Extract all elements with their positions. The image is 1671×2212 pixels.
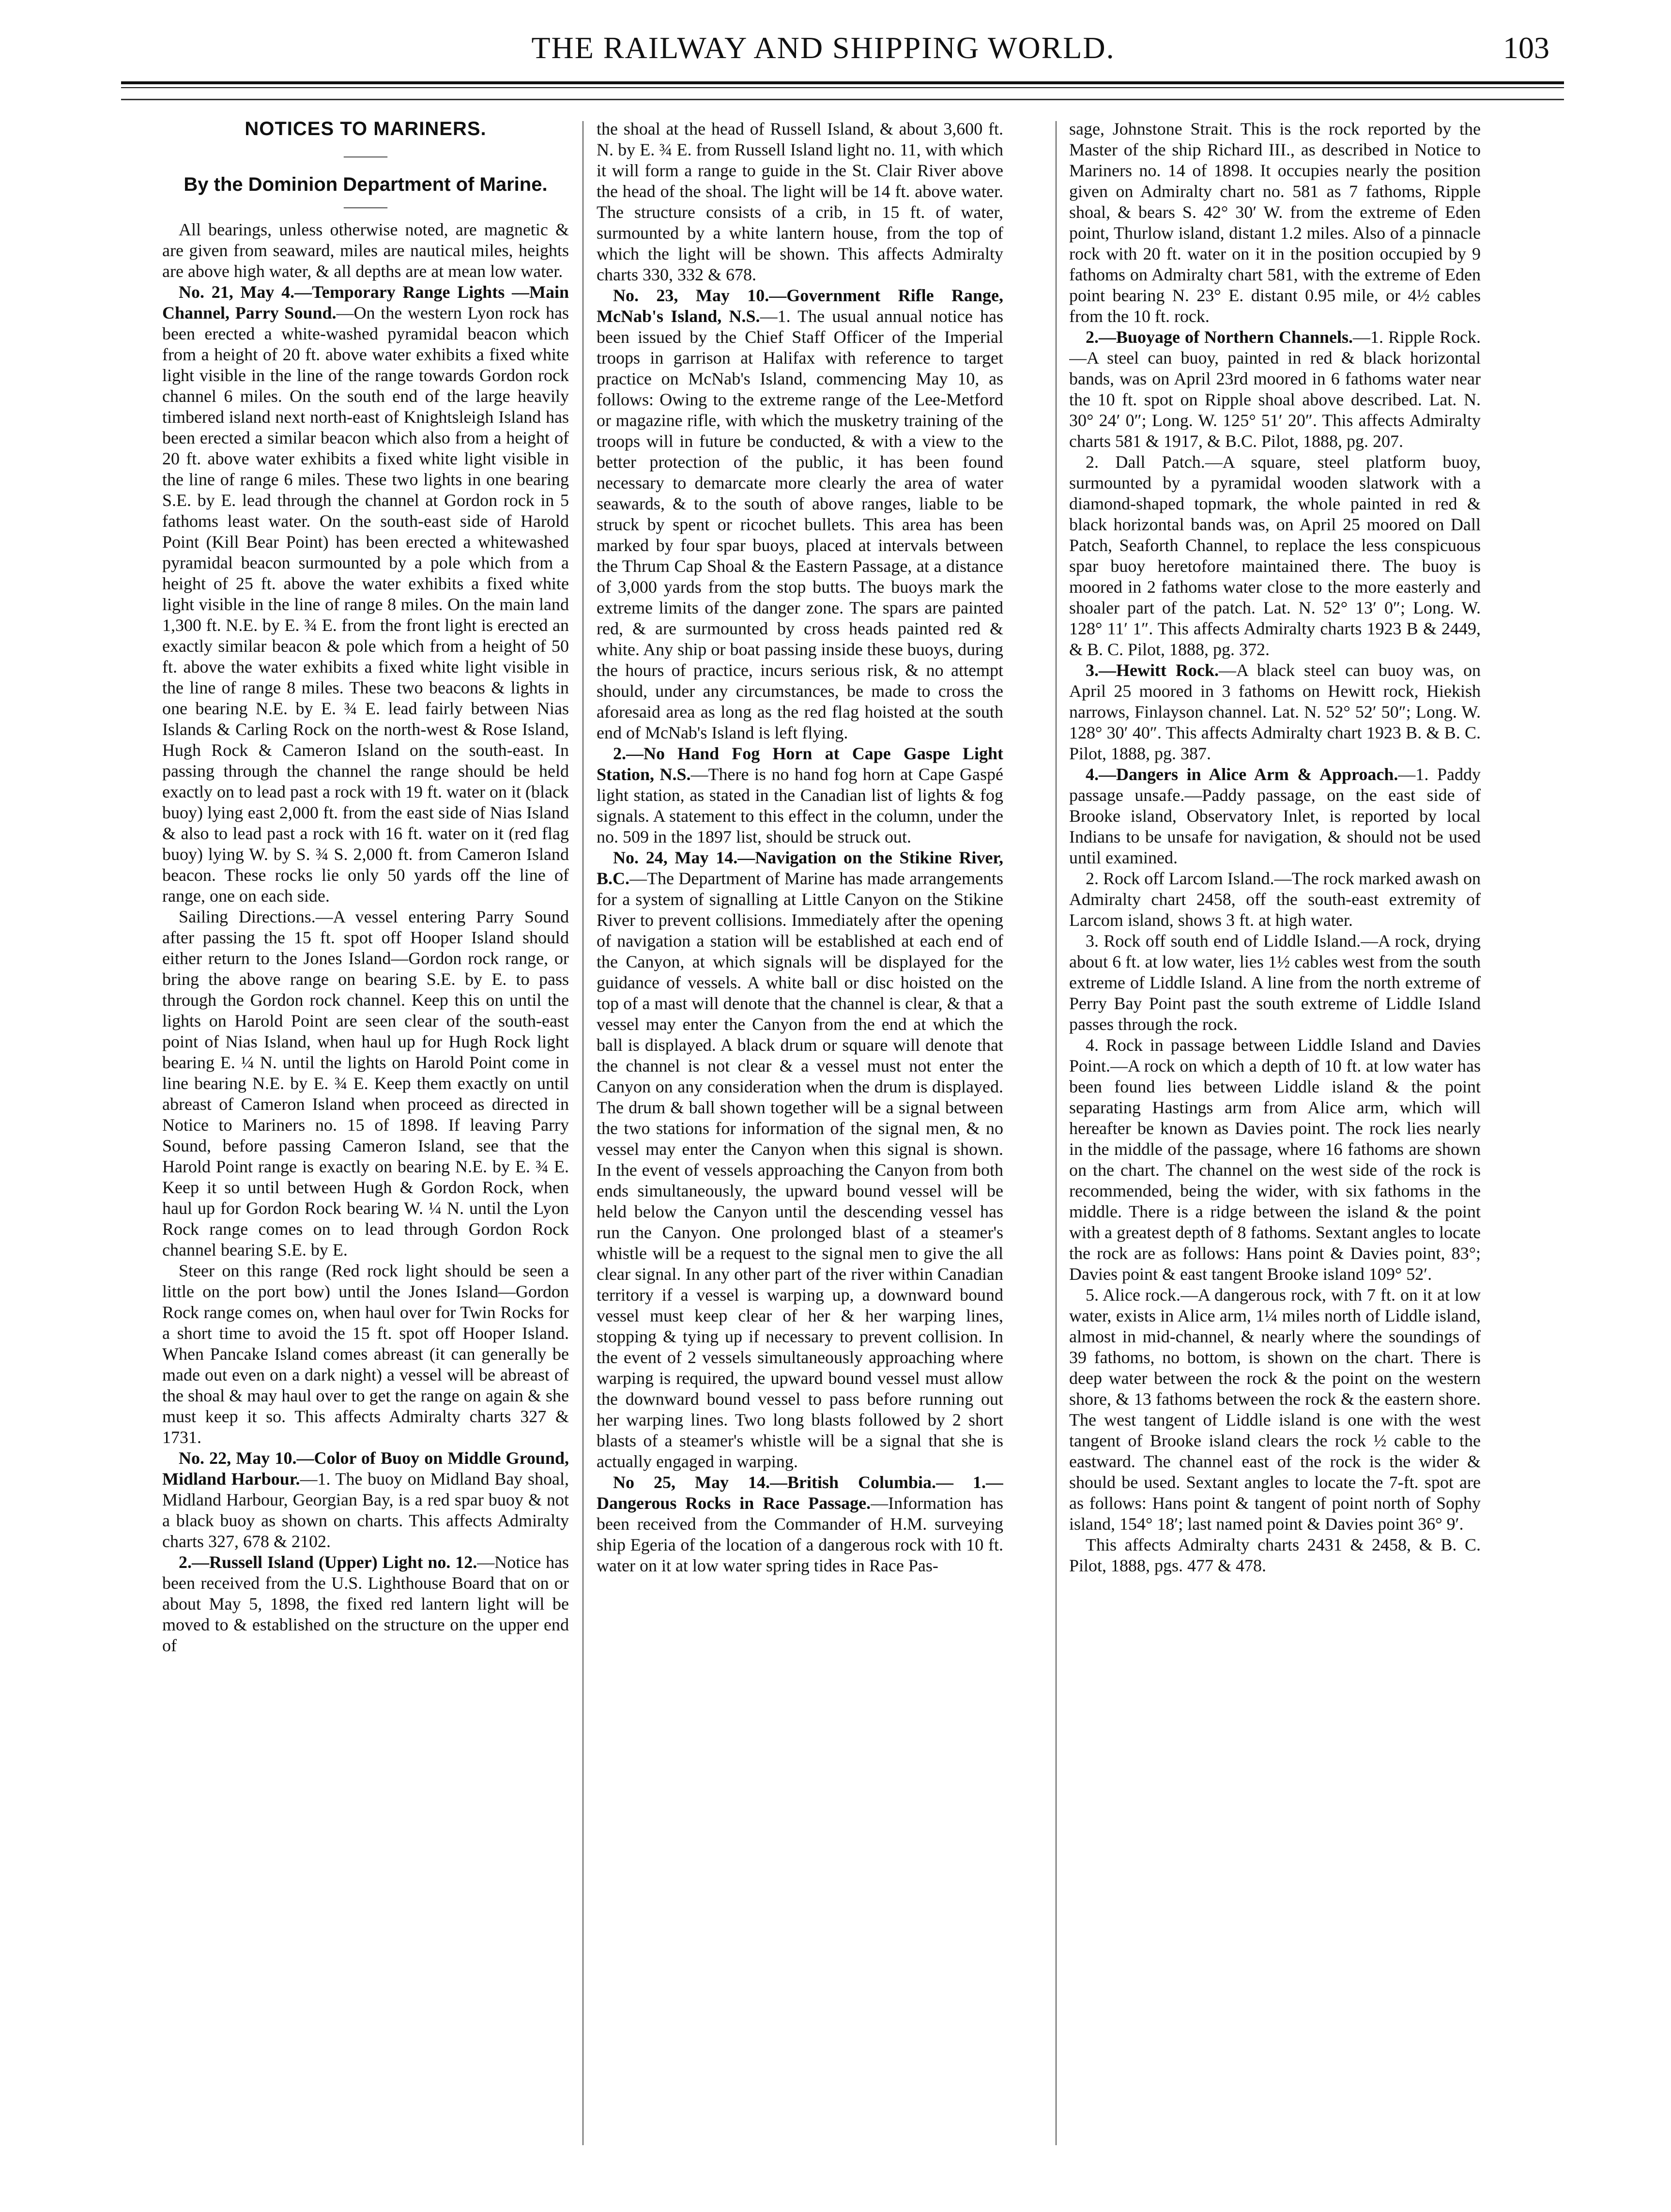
steer-paragraph: Steer on this range (Red rock light should be seen a little on the port bow) until the Jones Island—Gordon Rock range comes on, when haul over for Twin Rocks for a short time to avoid the 15 ft. spot off Hooper Island. When Pancake Island comes abreast (it can generally be made out even on a dark night) a vessel will be abreast of the shoal & may haul over to get the range on again & she must keep it so. This affects Admiralty charts 327 & 1731. — [162, 1261, 569, 1447]
notice-heading: No. 23, May 10.—Government Rifle Range, McNab's Island, N.S. — [597, 286, 1003, 326]
notice-24 — [597, 847, 1003, 1472]
notice-heading: No. 22, May 10.—Color of Buoy on Middle Ground, Midland Harbour. — [162, 1448, 569, 1489]
header-rule-thin — [121, 87, 1564, 88]
continuation-paragraph: the shoal at the head of Russell Island, & about 3,600 ft. N. by E. ¾ E. from Russell Island light no. 11, with which it will form a range to guide in the St. Clair River above the head of the shoal. The light will be 14 ft. above water. The structure consists of a crib, in 15 ft. of water, surmounted by a white lantern house, from the top of which the light will be shown. This affects Admiralty charts 330, 332 & 678. — [597, 119, 1003, 284]
notice-heading: No. 21, May 4.—Temporary Range Lights —Main Channel, Parry Sound. — [162, 282, 569, 323]
rock-off-larcom: 2. Rock off Larcom Island.—The rock marked awash on Admiralty chart 2458, off the south-east extremity of Larcom island, shows 3 ft. at high water. — [1069, 869, 1481, 930]
section-title: NOTICES TO MARINERS. — [245, 119, 487, 139]
notice-body: —A black steel can buoy was, on April 25 moored in 3 fathoms on Hewitt rock, Hiekish narrows, Finlayson channel. Lat. N. 52° 52′ 50″; Long. W. 128° 30′ 40″. This affects Admiralty chart 1923 B. & B. C. Pilot, 1888, pg. 387. — [1069, 661, 1481, 763]
title-dash: ——— — [344, 148, 387, 164]
notice-body: —1. Paddy passage unsafe.—Paddy passage, on the east side of Brooke island, Observatory Inlet, is reported by local Indians to be unsafe for navigation, & should not be used until examined. — [1069, 765, 1481, 867]
header-rule-double — [121, 99, 1564, 100]
page-header — [121, 30, 1549, 74]
notice-22 — [162, 1448, 569, 1552]
rock-off-liddle: 3. Rock off south end of Liddle Island.—A rock, drying about 6 ft. at low water, lies 1½ cables west from the south extreme of Liddle Island. A line from the north extreme of Perry Bay Point past the south extreme of Liddle Island passes through the rock. — [1069, 931, 1481, 1034]
continuation-paragraph: sage, Johnstone Strait. This is the rock reported by the Master of the ship Richard III., as described in Notice to Mariners no. 14 of 1898. It occupies nearly the position given on Admiralty chart no. 581 as 7 fathoms, Ripple shoal, & bears S. 42° 30′ W. from the extreme of Eden point, Thurlow island, distant 1.2 miles. Also of a pinnacle rock with 20 ft. water on it in the position occupied by 9 fathoms on Admiralty chart 581, with the extreme of Eden point bearing N. 23° E. distant 0.95 mile, or 4½ cables from the 10 ft. rock. — [1069, 119, 1481, 326]
notice-heading: No. 24, May 14.—Navigation on the Stikine River, B.C. — [597, 848, 1003, 888]
section-subtitle: By the Dominion Department of Marine. — [184, 174, 548, 195]
notice-heading: 4.—Dangers in Alice Arm & Approach. — [1086, 765, 1398, 784]
notice-heading: 2.—Buoyage of Northern Channels. — [1086, 327, 1353, 347]
subtitle-dash: ——— — [344, 199, 387, 215]
hewitt-rock — [1069, 660, 1481, 764]
notice-22-2 — [162, 1552, 569, 1656]
notice-body: —1. Ripple Rock.—A steel can buoy, painted in red & black horizontal bands, was on April 23rd moored in 6 fathoms water near the 10 ft. spot on Ripple shoal above described. Lat. N. 30° 24′ 0″; Long. W. 125° 51′ 20″. This affects Admiralty charts 581 & 1917, & B.C. Pilot, 1888, pg. 207. — [1069, 327, 1481, 451]
notice-23-2 — [597, 743, 1003, 847]
notice-body: —Information has been received from the Commander of H.M. surveying ship Egeria of the location of a dangerous rock with 10 ft. water on it at low water spring tides in Race Pas- — [597, 1493, 1003, 1575]
notice-heading: No 25, May 14.—British Columbia.— 1.—Dangerous Rocks in Race Passage. — [597, 1473, 1003, 1513]
notice-heading: 3.—Hewitt Rock. — [1086, 661, 1219, 680]
column-1 — [162, 119, 569, 2167]
publication-title: THE RAILWAY AND SHIPPING WORLD. — [531, 31, 1115, 65]
dangers-alice-arm — [1069, 764, 1481, 868]
dall-patch: 2. Dall Patch.—A square, steel platform buoy, surmounted by a pyramidal wooden slatwork with a diamond-shaped topmark, the whole painted in red & black horizontal bands was, on April 25 moored on Dall Patch, Seaforth Channel, to replace the less conspicuous spar buoy heretofore maintained there. The buoy is moored in 2 fathoms water close to the more easterly and shoaler part of the patch. Lat. N. 52° 13′ 0″; Long. W. 128° 11′ 1″. This affects Admiralty charts 1923 B & 2449, & B. C. Pilot, 1888, pg. 372. — [1069, 452, 1481, 659]
notice-body: —1. The buoy on Midland Bay shoal, Midland Harbour, Georgian Bay, is a red spar buoy & not a black buoy as shown on charts. This affects Admiralty charts 327, 678 & 2102. — [162, 1469, 569, 1551]
column-2 — [597, 119, 1003, 2167]
intro-paragraph: All bearings, unless otherwise noted, are magnetic & are given from seaward, miles are nautical miles, heights are above high water, & all depths are at mean low water. — [162, 220, 569, 281]
rock-davies-point: 4. Rock in passage between Liddle Island and Davies Point.—A rock on which a depth of 10 ft. at low water has been found lies between Liddle island & the point separating Hastings arm from Alice arm, which will hereafter be known as Davies point. The rock lies nearly in the middle of the passage, where 16 fathoms are shown on the chart. The channel on the west side of the rock is recommended, being the wider, with six fathoms in the middle. There is a ridge between the island & the point with a greatest depth of 8 fathoms. Sextant angles to locate the rock are as follows: Hans point & Davies point, 83°; Davies point & east tangent Brooke island 109° 52′. — [1069, 1035, 1481, 1284]
notice-21 — [162, 282, 569, 906]
buoyage-northern-channels — [1069, 327, 1481, 452]
notice-body: —There is no hand fog horn at Cape Gaspé light station, as stated in the Canadian list of lights & fog signals. A statement to this effect in the column, under the no. 509 in the 1897 list, should be struck out. — [597, 765, 1003, 846]
header-rule-thick — [121, 81, 1564, 84]
sailing-directions: Sailing Directions.—A vessel entering Parry Sound after passing the 15 ft. spot off Hooper Island should either return to the Jones Island—Gordon rock range, or bring the above range on bearing S.E. by E. to pass through the Gordon rock channel. Keep this on until the lights on Harold Point are seen clear of the south-east point of Nias Island, when haul up for Hugh Rock light bearing E. ¼ N. until the lights on Harold Point come in line bearing N.E. by E. ¾ E. Keep them exactly on until abreast of Cameron Island when proceed as directed in Notice to Mariners no. 15 of 1898. If leaving Parry Sound, before passing Cameron Island, see that the Harold Point range is exactly on bearing N.E. by E. ¾ E. Keep it so until between Hugh & Gordon Rock, when haul up for Gordon Rock bearing W. ¼ N. until the Lyon Rock range comes on to lead through Gordon Rock channel bearing S.E. by E. — [162, 907, 569, 1260]
page-number: 103 — [1503, 31, 1549, 65]
column-divider — [1056, 121, 1057, 2145]
notice-body: —The Department of Marine has made arrangements for a system of signalling at Little Canyon on the Stikine River to prevent collisions. Immediately after the opening of navigation a station will be established at each end of the Canyon, at which signals will be displayed for the guidance of vessels. A white ball or disc hoisted on the top of a mast will denote that the channel is clear, & that a vessel may enter the Canyon from the end at which the ball is displayed. A black drum or square will denote that the channel is not clear & a vessel must not enter the Canyon on any consideration when the drum is displayed. The drum & ball shown together will be a signal between the two stations for information of the signal men, & no vessel may enter the Canyon when this signal is shown. In the event of vessels approaching the Canyon from both ends simultaneously, the upward bound vessel will be held below the Canyon until the descending vessel has run the Canyon. One prolonged blast of a steamer's whistle will be a request to the signal men to give the all clear signal. In any other part of the river within Canadian territory if a vessel is warping up, a downward bound vessel must keep clear of her & her warping lines, stopping & tying up if necessary to prevent collision. In the event of 2 vessels simultaneously approaching where warping is required, the upward bound vessel must allow the downward bound vessel to pass before running out her warping lines. Two long blasts followed by 2 short blasts of a steamer's whistle will be a signal that she is actually engaged in warping. — [597, 869, 1003, 1471]
notice-body: —1. The usual annual notice has been issued by the Chief Staff Officer of the Imperial troops in garrison at Halifax with reference to target practice on McNab's Island, commencing May 10, as follows: Owing to the extreme range of the Lee-Metford or magazine rifle, with which the musketry training of the troops will in future be conducted, & with a view to the better protection of the public, it has been found necessary to demarcate more clearly the area of water seawards, & to the south of above ranges, liable to be struck by spent or ricochet bullets. This area has been marked by four spar buoys, placed at intervals between the Thrum Cap Shoal & the Eastern Passage, at a distance of 3,000 yards from the stop butts. The buoys mark the extreme limits of the danger zone. The spars are painted red, & are surmounted by cross heads painted red & white. Any ship or boat passing inside these buoys, during the hours of practice, incurs serious risk, & no attempt should, under any circumstances, be made to cross the aforesaid area as long as the red flag hoisted at the south end of McNab's Island is left flying. — [597, 307, 1003, 742]
final-note: This affects Admiralty charts 2431 & 2458, & B. C. Pilot, 1888, pgs. 477 & 478. — [1069, 1535, 1481, 1575]
notice-heading: 2.—No Hand Fog Horn at Cape Gaspe Light Station, N.S. — [597, 744, 1003, 784]
notice-23 — [597, 285, 1003, 743]
column-3 — [1069, 119, 1481, 2167]
notice-heading: 2.—Russell Island (Upper) Light no. 12. — [179, 1552, 477, 1572]
notice-body: —Notice has been received from the U.S. Lighthouse Board that on or about May 5, 1898, the fixed red lantern light will be moved to & established on the structure on the upper end of — [162, 1552, 569, 1655]
alice-rock: 5. Alice rock.—A dangerous rock, with 7 ft. on it at low water, exists in Alice arm, 1¼ miles north of Liddle island, almost in mid-channel, & nearly where the soundings of 39 fathoms, no bottom, is shown on the chart. There is deep water between the rock & the point on the western shore, & 13 fathoms between the rock & the eastern shore. The west tangent of Liddle island is one with the west tangent of Brooke island clears the rock ½ cable to the eastward. The channel east of the rock is the wider & should be used. Sextant angles to locate the 7-ft. spot are as follows: Hans point & tangent of point north of Sophy island, 154° 18′; last named point & Davies point 36° 9′. — [1069, 1285, 1481, 1534]
notice-body: —On the western Lyon rock has been erected a white-washed pyramidal beacon which from a height of 20 ft. above water exhibits a fixed white light visible in the line of the range towards Gordon rock channel 6 miles. On the south end of the large heavily timbered island next north-east of Knightsleigh Island has been erected a similar beacon which also from a height of 20 ft. above water exhibits a fixed white light visible in the line of range 6 miles. These two lights in one bearing S.E. by E. lead through the channel at Gordon rock in 5 fathoms least water. On the south-east side of Harold Point (Kill Bear Point) has been erected a whitewashed pyramidal beacon surmounted by a pole which from a height of 25 ft. above the water exhibits a fixed white light visible in the line of range 8 miles. On the main land 1,300 ft. N.E. by E. ¾ E. from the front light is erected an exactly similar beacon & pole which from a height of 50 ft. above the water exhibits a fixed white light visible in the line of range 8 miles. These two beacons & lights in one bearing N.E. by E. ¾ E. lead fairly between Nias Islands & Carling Rock on the north-west & Rose Island, Hugh Rock & Cameron Island on the south-east. In passing through the channel the range should be held exactly on to lead past a rock with 19 ft. water on it (black buoy) lying east 2,000 ft. from the east side of Nias Island & also to lead past a rock with 16 ft. water on it (red flag buoy) lying W. by S. ¾ S. 2,000 ft. from Cameron Island beacon. These rocks lie only 50 yards off the line of range, one on each side. — [162, 303, 569, 906]
notice-25 — [597, 1472, 1003, 1576]
